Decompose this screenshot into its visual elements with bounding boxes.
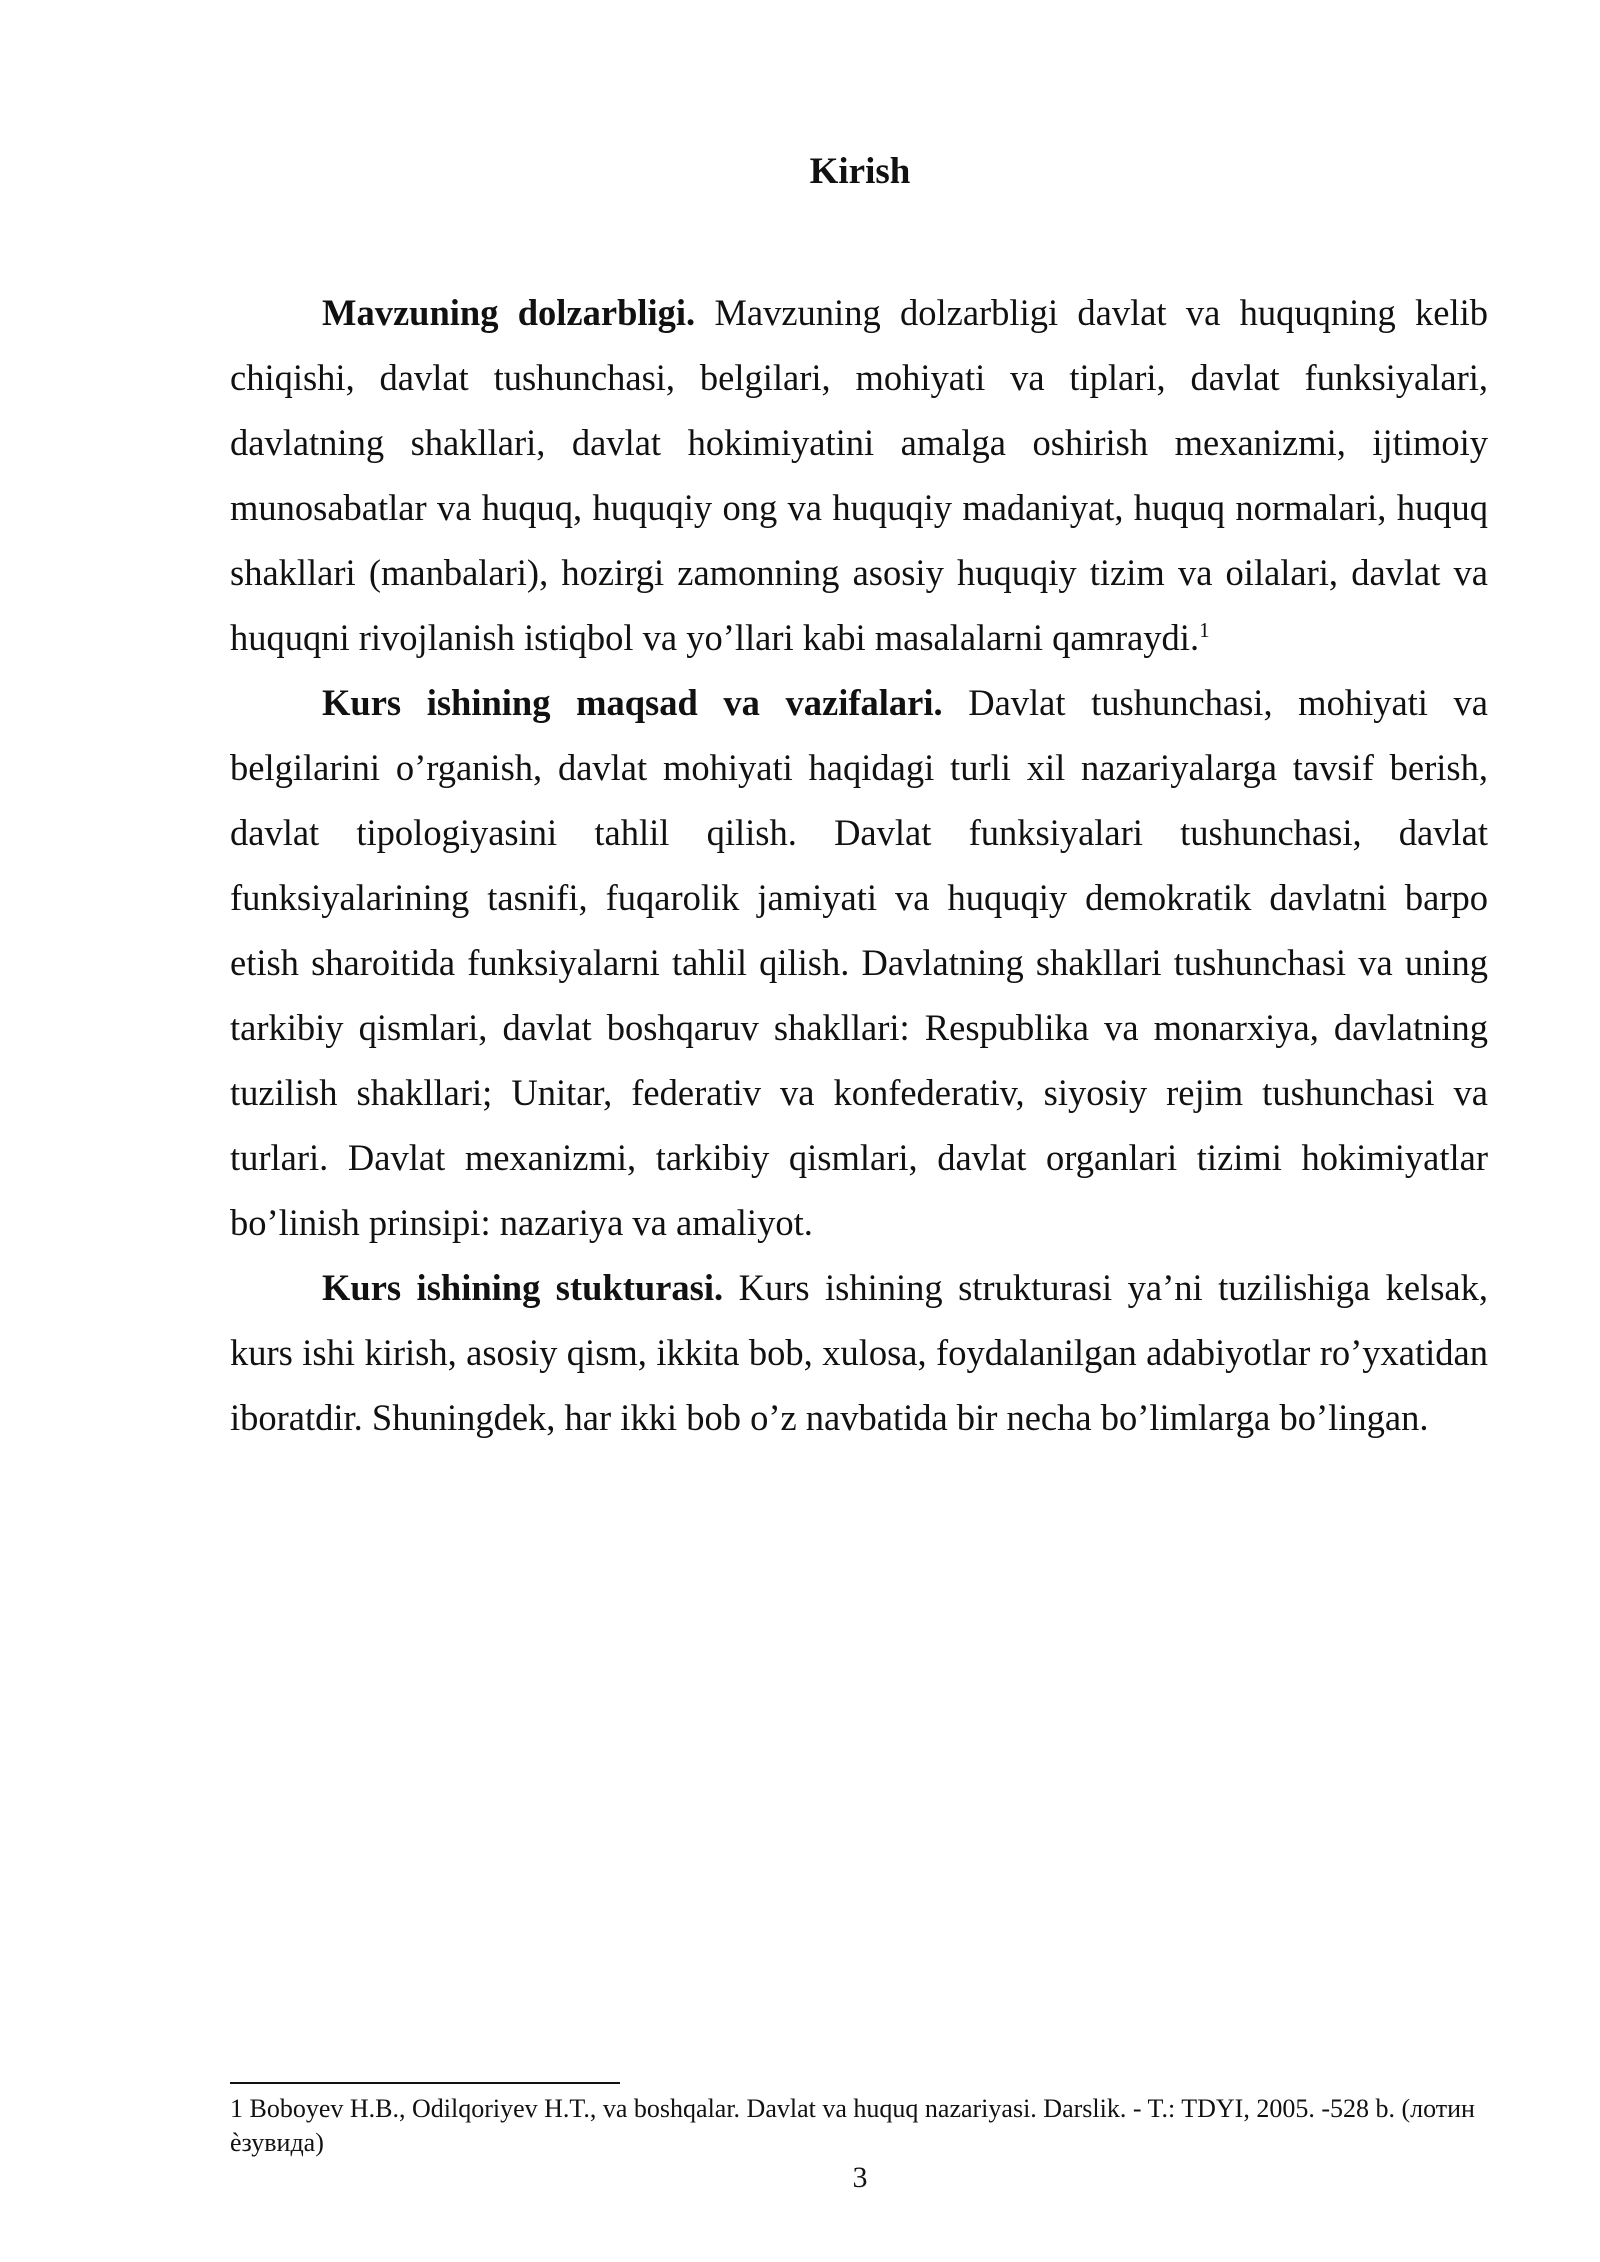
main-text bbox=[230, 280, 1488, 1450]
footnote-reference[interactable]: 1 bbox=[1199, 617, 1210, 642]
footnote: 1 Boboyev H.B., Odilqoriyev H.T., va boshqalar. Davlat va huquq nazariyasi. Darslik. - T.: TDYI, 2005. -528 b. (лотин ѐзувида) bbox=[230, 2094, 1475, 2157]
paragraph-goals bbox=[230, 670, 1488, 1255]
paragraph-relevance bbox=[230, 280, 1488, 670]
page-title: Kirish bbox=[809, 151, 911, 192]
paragraph-heading: Mavzuning dolzarbligi. bbox=[322, 292, 696, 333]
paragraph-heading: Kurs ishining stukturasi. bbox=[322, 1267, 724, 1308]
page-number: 3 bbox=[852, 2161, 868, 2194]
paragraph-body: Davlat tushunchasi, mohiyati va belgilarini o’rganish, davlat mohiyati haqidagi turli xil nazariyalarga tavsif berish, davlat tipologiyasini tahlil qilish. Davlat funksiyalari tushunchasi, davlat funksiyalarining tasnifi, fuqarolik jamiyati va huquqiy demokratik davlatni barpo etish sharoitida funksiyalarni tahlil qilish. Davlatning shakllari tushunchasi va uning tarkibiy qismlari, davlat boshqaruv shakllari: Respublika va monarxiya, davlatning tuzilish shakllari; Unitar, federativ va konfederativ, siyosiy rejim tushunchasi va turlari. Davlat mexanizmi, tarkibiy qismlari, davlat organlari tizimi hokimiyatlar bo’linish prinsipi: nazariya va amaliyot. bbox=[230, 682, 1488, 1243]
paragraph-body: Kurs ishining strukturasi ya’ni tuzilishiga kelsak, kurs ishi kirish, asosiy qism, ikkita bob, xulosa, foydalanilgan adabiyotlar ro’yxatidan iboratdir. Shuningdek, har ikki bob o’z navbatida bir necha bo’limlarga bo’lingan. bbox=[230, 1267, 1488, 1438]
paragraph-structure bbox=[230, 1255, 1488, 1450]
paragraph-heading: Kurs ishining maqsad va vazifalari. bbox=[322, 682, 943, 723]
paragraph-body: Mavzuning dolzarbligi davlat va huquqning kelib chiqishi, davlat tushunchasi, belgilari, mohiyati va tiplari, davlat funksiyalari, davlatning shakllari, davlat hokimiyatini amalga oshirish mexanizmi, ijtimoiy munosabatlar va huquq, huquqiy ong va huquqiy madaniyat, huquq normalari, huquq shakllari (manbalari), hozirgi zamonning asosiy huquqiy tizim va oilalari, davlat va huquqni rivojlanish istiqbol va yo’llari kabi masalalarni qamraydi. bbox=[230, 292, 1488, 658]
footnote-divider bbox=[230, 2082, 620, 2084]
